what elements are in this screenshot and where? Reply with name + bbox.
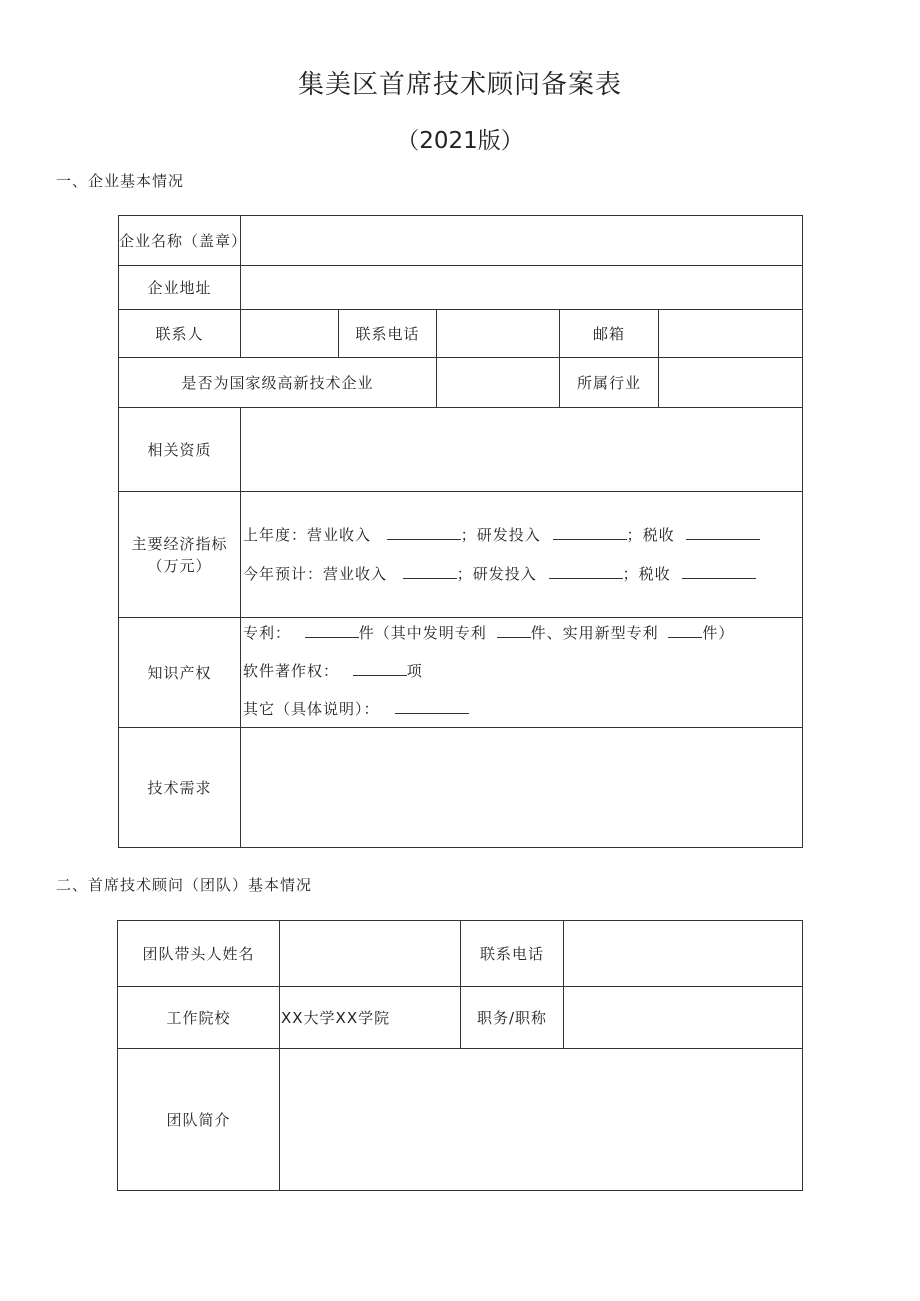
tech-need-label: 技术需求 bbox=[119, 728, 241, 848]
document-subtitle: （2021版） bbox=[396, 128, 524, 154]
industry-field[interactable] bbox=[659, 358, 803, 408]
position-field[interactable] bbox=[564, 987, 803, 1049]
school-field[interactable]: XX大学XX学院 bbox=[280, 987, 461, 1049]
econ-this-year-row bbox=[243, 564, 802, 584]
ip-details bbox=[241, 618, 803, 728]
ip-software-unit: 项 bbox=[406, 662, 423, 680]
this-year-tax-input[interactable] bbox=[682, 564, 756, 579]
phone-label: 联系电话 bbox=[339, 310, 437, 358]
patent-utility-input[interactable] bbox=[668, 623, 702, 638]
ip-software-row bbox=[243, 661, 802, 681]
hightech-label: 是否为国家级高新技术企业 bbox=[119, 358, 437, 408]
last-year-tax-input[interactable] bbox=[686, 525, 760, 540]
this-year-rd-label: ；研发投入 bbox=[456, 565, 537, 583]
patent-invention-input[interactable] bbox=[497, 623, 531, 638]
last-year-revenue-input[interactable] bbox=[387, 525, 461, 540]
ip-other-row bbox=[243, 699, 802, 719]
economic-label bbox=[119, 492, 241, 618]
ip-patent-invention-label: 件（其中发明专利 bbox=[358, 624, 487, 642]
ip-other-label: 其它（具体说明）： bbox=[243, 700, 380, 718]
address-label: 企业地址 bbox=[119, 266, 241, 310]
qualification-field[interactable] bbox=[241, 408, 803, 492]
email-label: 邮箱 bbox=[560, 310, 659, 358]
economic-label-line1: 主要经济指标 bbox=[131, 534, 228, 553]
position-label: 职务/职称 bbox=[461, 987, 564, 1049]
econ-last-year-row bbox=[243, 525, 802, 545]
patent-total-input[interactable] bbox=[305, 623, 359, 638]
ip-patent-label: 专利： bbox=[243, 624, 292, 642]
last-year-rd-input[interactable] bbox=[553, 525, 627, 540]
company-info-table bbox=[118, 215, 803, 848]
ip-patent-utility-label: 件、实用新型专利 bbox=[530, 624, 659, 642]
section-2-heading: 二、首席技术顾问（团队）基本情况 bbox=[56, 876, 313, 894]
address-field[interactable] bbox=[241, 266, 803, 310]
ip-patent-row bbox=[243, 623, 802, 643]
qualification-label: 相关资质 bbox=[119, 408, 241, 492]
last-year-rd-label: ；研发投入 bbox=[460, 526, 541, 544]
ip-label: 知识产权 bbox=[119, 618, 241, 728]
ip-patent-end: 件） bbox=[702, 624, 735, 642]
team-intro-field[interactable] bbox=[280, 1049, 803, 1191]
section-1-heading: 一、企业基本情况 bbox=[56, 172, 185, 190]
econ-this-year-label: 今年预计：营业收入 bbox=[243, 565, 388, 583]
team-phone-field[interactable] bbox=[564, 921, 803, 987]
software-copyright-input[interactable] bbox=[353, 661, 407, 676]
team-phone-label: 联系电话 bbox=[461, 921, 564, 987]
contact-field[interactable] bbox=[241, 310, 339, 358]
company-name-field[interactable] bbox=[241, 216, 803, 266]
team-intro-label: 团队简介 bbox=[118, 1049, 280, 1191]
company-name-label: 企业名称（盖章） bbox=[119, 216, 241, 266]
this-year-tax-label: ；税收 bbox=[622, 565, 671, 583]
team-info-table bbox=[117, 920, 803, 1191]
last-year-tax-label: ；税收 bbox=[626, 526, 675, 544]
hightech-field[interactable] bbox=[437, 358, 560, 408]
document-title: 集美区首席技术顾问备案表 bbox=[297, 70, 622, 100]
contact-label: 联系人 bbox=[119, 310, 241, 358]
econ-last-year-label: 上年度：营业收入 bbox=[243, 526, 372, 544]
this-year-rd-input[interactable] bbox=[549, 564, 623, 579]
phone-field[interactable] bbox=[437, 310, 560, 358]
economic-label-line2: （万元） bbox=[147, 556, 212, 575]
industry-label: 所属行业 bbox=[560, 358, 659, 408]
ip-other-input[interactable] bbox=[395, 699, 469, 714]
school-label: 工作院校 bbox=[118, 987, 280, 1049]
ip-software-label: 软件著作权： bbox=[243, 662, 340, 680]
this-year-revenue-input[interactable] bbox=[403, 564, 457, 579]
tech-need-field[interactable] bbox=[241, 728, 803, 848]
economic-indicators bbox=[241, 492, 803, 618]
leader-name-field[interactable] bbox=[280, 921, 461, 987]
email-field[interactable] bbox=[659, 310, 803, 358]
leader-name-label: 团队带头人姓名 bbox=[118, 921, 280, 987]
